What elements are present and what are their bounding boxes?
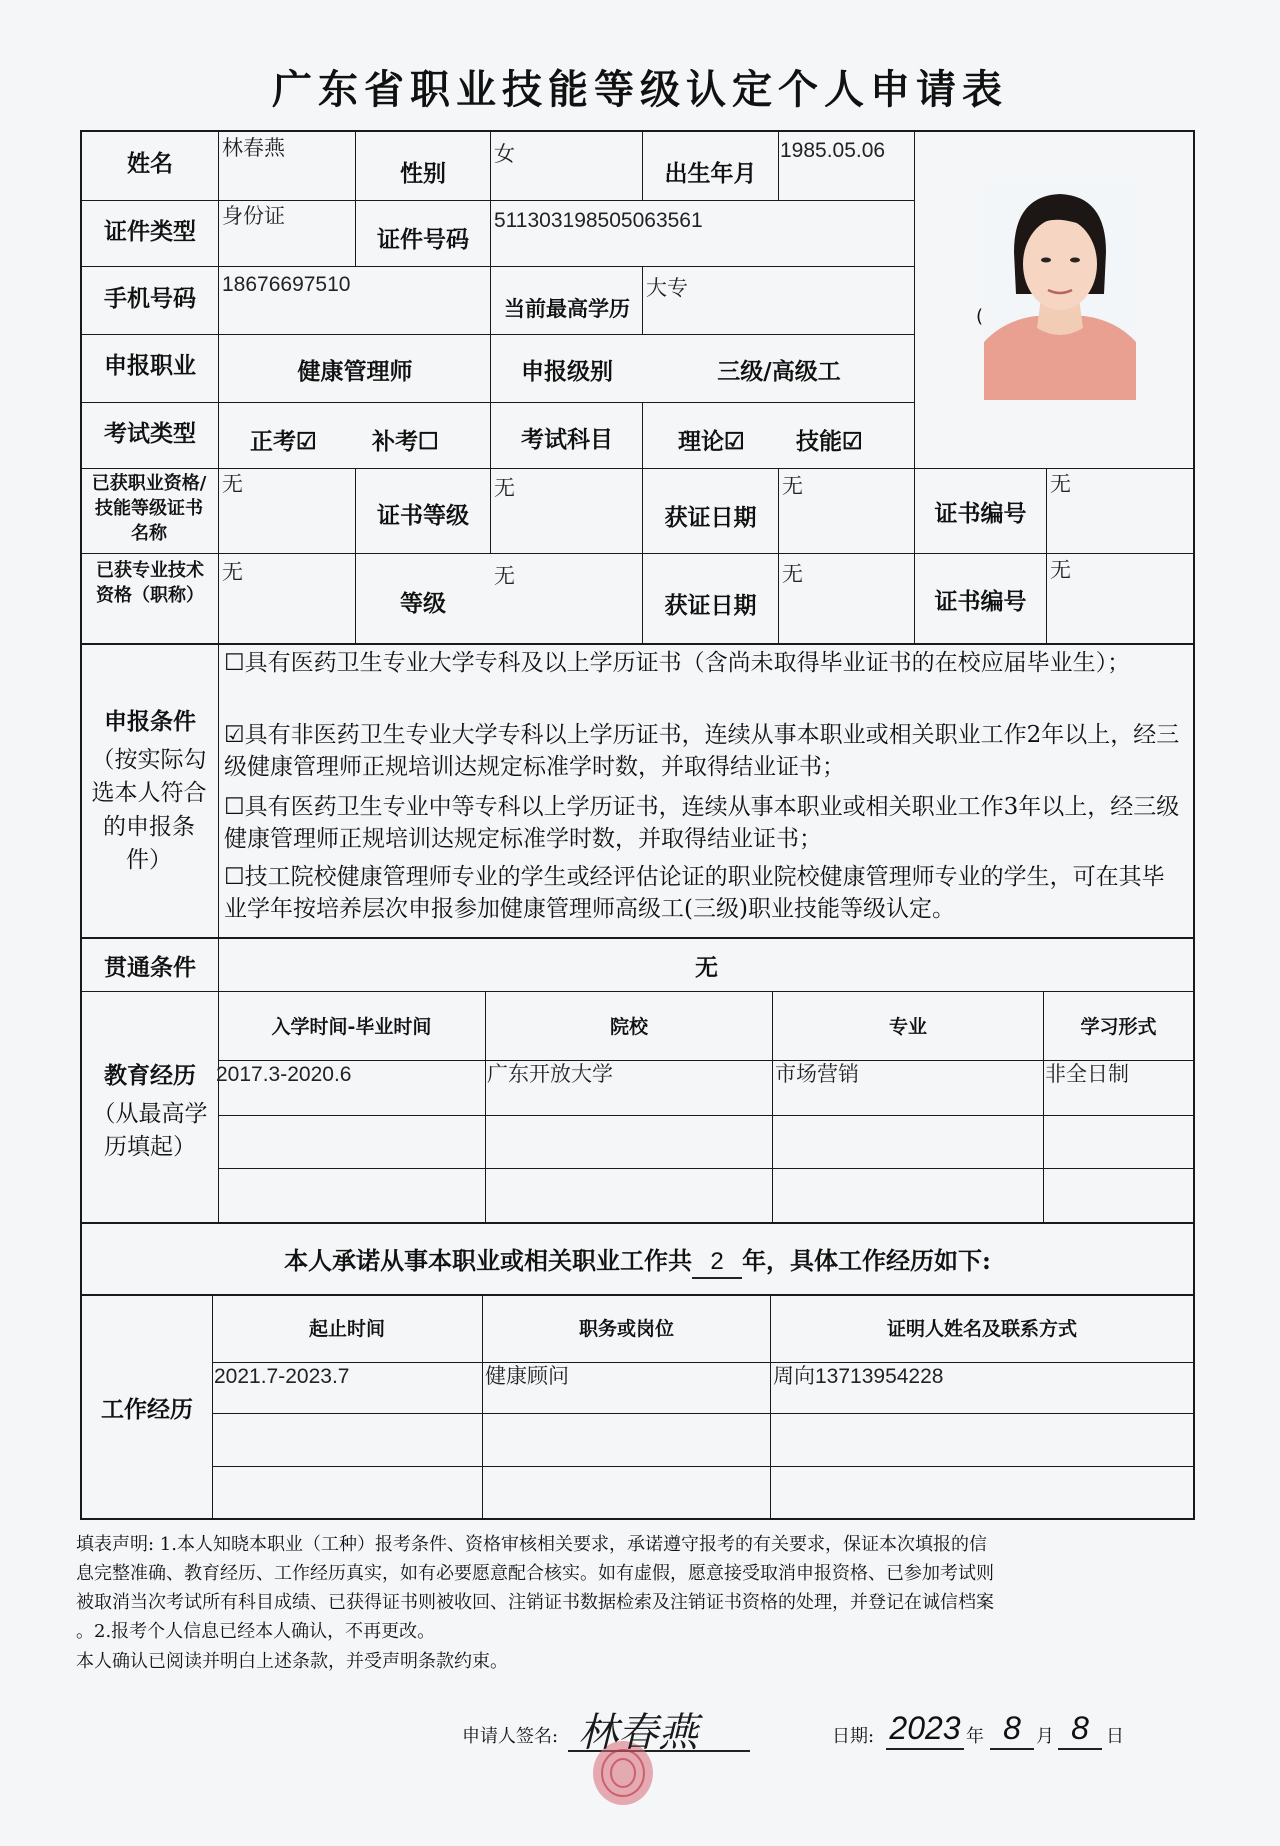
row-line: [80, 200, 914, 201]
row-line: [218, 1115, 1195, 1116]
conditions-hint: （按实际勾选本人符合的申报条件）: [91, 747, 207, 874]
title-cert-no-label: 证书编号: [934, 588, 1027, 615]
exam-subject-label: 考试科目: [521, 426, 613, 453]
day-label: 日: [1106, 1726, 1124, 1747]
edu-header-mode: 学习形式: [1080, 1016, 1157, 1038]
id-type-value: 身份证: [222, 205, 285, 228]
col-line: [1046, 468, 1047, 643]
declaration-line: 被取消当次考试所有科目成绩、已获得证书则被收回、注销证书数据检索及注销证书资格的处理，并登记在诚信档案: [76, 1592, 994, 1614]
cert-no-value: 无: [1050, 473, 1071, 496]
title-cert-value: 无: [222, 561, 243, 584]
condition-item-1[interactable]: ☐具有医药卫生专业大学专科及以上学历证书（含尚未取得毕业证书的在校应届毕业生）；: [224, 650, 1131, 676]
title-cert-no-value: 无: [1050, 559, 1071, 582]
edu-row-school: 广东开放大学: [487, 1063, 613, 1086]
row-line: [80, 468, 1195, 469]
title-cert-date-value: 无: [782, 563, 803, 586]
phone-value: 18676697510: [222, 273, 351, 296]
col-line: [642, 266, 643, 334]
title-cert-date-label: 获证日期: [664, 592, 757, 619]
through-value: 无: [695, 954, 718, 981]
work-row-position: 健康顾问: [485, 1365, 569, 1388]
cert-name-value: 无: [222, 473, 243, 496]
table-border-left: [80, 130, 82, 1520]
row-line: [218, 1168, 1195, 1169]
condition-item-2[interactable]: ☑具有非医药卫生专业大学专科以上学历证书，连续从事本职业或相关职业工作2年以上，经三级健康管理师正规培训达规定标准学时数，并取得结业证书；: [224, 722, 1180, 780]
declaration-line: 填表声明: 1.本人知晓本职业（工种）报考条件、资格审核相关要求，承诺遵守报考的有关要求，保证本次填报的信: [76, 1534, 987, 1555]
row-line: [80, 1518, 1195, 1520]
grade-label: 等级: [400, 590, 446, 617]
row-line: [80, 553, 1195, 554]
title-cert-label: 已获专业技术资格（职称）: [96, 560, 204, 607]
row-line: [80, 266, 914, 267]
row-line: [80, 643, 1195, 645]
declaration-line: 本人确认已阅读并明白上述条款，并受声明条款约束。: [76, 1650, 508, 1672]
condition-item-3[interactable]: ☐具有医药卫生专业中等专科以上学历证书，连续从事本职业或相关职业工作3年以上，经三级健康管理师正规培训达规定标准学时数，并取得结业证书；: [224, 794, 1180, 852]
col-line: [778, 130, 779, 200]
subject-theory-checkbox[interactable]: 理论☑: [678, 428, 745, 455]
col-line: [642, 402, 643, 468]
table-border-right: [1193, 130, 1195, 1520]
level-label: 申报级别: [521, 358, 613, 385]
edu-row-period: 2017.3-2020.6: [216, 1063, 352, 1086]
row-line: [212, 1362, 1195, 1363]
education-hint: （从最高学历填起）: [92, 1101, 208, 1161]
declaration-line: 息完整准确、教育经历、工作经历真实，如有必要愿意配合核实。如有虚假，愿意接受取消申报资格、已参加考试则: [76, 1563, 994, 1585]
gender-label: 性别: [400, 160, 446, 187]
row-line: [218, 1060, 1195, 1061]
cert-name-label: 已获职业资格/技能等级证书名称: [91, 473, 207, 545]
photo-bracket-mark: (: [976, 306, 984, 327]
work-statement-suffix: 年，具体工作经历如下:: [742, 1246, 991, 1275]
birth-label: 出生年月: [664, 160, 757, 187]
applicant-signature: 林春燕: [578, 1710, 698, 1756]
row-line: [80, 1294, 1195, 1296]
col-line: [490, 130, 491, 553]
col-line: [914, 468, 915, 643]
condition-item-4[interactable]: ☐技工院校健康管理师专业的学生或经评估论证的职业院校健康管理师专业的学生，可在其毕业学年按培养层次申报参加健康管理师高级工(三级)职业技能等级认定。: [224, 864, 1165, 922]
through-label: 贯通条件: [104, 954, 196, 981]
work-header-period: 起止时间: [308, 1318, 385, 1340]
phone-label: 手机号码: [104, 285, 196, 312]
date-month-value: 8: [990, 1708, 1034, 1750]
education-level-label: 当前最高学历: [504, 296, 630, 321]
exam-type-label: 考试类型: [104, 420, 196, 447]
row-line: [80, 402, 914, 403]
conditions-label: 申报条件: [104, 708, 196, 735]
edu-header-school: 院校: [609, 1016, 648, 1038]
row-line: [212, 1466, 1195, 1467]
row-line: [80, 1222, 1195, 1224]
work-header-reference: 证明人姓名及联系方式: [886, 1318, 1077, 1340]
work-row-period: 2021.7-2023.7: [214, 1365, 350, 1388]
date-label: 日期:: [832, 1726, 875, 1747]
col-line: [914, 130, 915, 468]
col-line: [218, 130, 219, 643]
date-year-value: 2023: [886, 1708, 964, 1750]
name-value: 林春燕: [222, 137, 285, 160]
cert-grade-value: 无: [494, 477, 515, 500]
row-line: [80, 334, 914, 335]
education-level-value: 大专: [646, 277, 688, 300]
exam-regular-checkbox[interactable]: 正考☑: [250, 428, 317, 455]
level-value: 三级/高级工: [717, 358, 841, 385]
cert-grade-label: 证书等级: [377, 502, 469, 529]
row-line: [80, 130, 1195, 132]
work-row-reference: 周向13713954228: [773, 1365, 944, 1388]
edu-row-major: 市场营销: [775, 1063, 859, 1086]
id-no-label: 证件号码: [377, 226, 469, 253]
signature-label: 申请人签名:: [462, 1726, 559, 1747]
edu-row-mode: 非全日制: [1045, 1063, 1129, 1086]
row-line: [80, 937, 1195, 939]
work-statement: [80, 1246, 1195, 1279]
work-years-value: 2: [692, 1247, 742, 1279]
gender-value: 女: [494, 143, 515, 166]
col-line: [778, 468, 779, 643]
work-statement-prefix: 本人承诺从事本职业或相关职业工作共: [284, 1246, 693, 1275]
applicant-photo: [984, 182, 1136, 400]
form-title: 广东省职业技能等级认定个人申请表: [272, 66, 1008, 113]
work-header-position: 职务或岗位: [578, 1318, 674, 1340]
occupation-value: 健康管理师: [297, 358, 413, 385]
birth-value: 1985.05.06: [780, 139, 886, 162]
year-label: 年: [966, 1726, 984, 1747]
col-line: [218, 643, 219, 1222]
month-label: 月: [1036, 1726, 1054, 1747]
cert-date-label: 获证日期: [664, 504, 757, 531]
row-line: [212, 1413, 1195, 1414]
id-type-label: 证件类型: [104, 218, 196, 245]
id-no-value: 511303198505063561: [494, 209, 703, 232]
edu-header-major: 专业: [888, 1016, 927, 1038]
occupation-label: 申报职业: [104, 352, 196, 379]
exam-makeup-checkbox[interactable]: 补考☐: [372, 428, 439, 455]
cert-date-value: 无: [782, 475, 803, 498]
work-label: 工作经历: [101, 1396, 193, 1423]
declaration-line: 。2.报考个人信息已经本人确认，不再更改。: [76, 1621, 436, 1643]
edu-header-period: 入学时间-毕业时间: [271, 1016, 432, 1038]
grade-value: 无: [494, 565, 515, 588]
declaration: [76, 1530, 1216, 1676]
name-label: 姓名: [127, 150, 173, 177]
education-label: 教育经历: [104, 1062, 196, 1089]
row-line: [80, 991, 1195, 992]
cert-no-label: 证书编号: [934, 500, 1027, 527]
subject-skill-checkbox[interactable]: 技能☑: [796, 428, 863, 455]
date-day-value: 8: [1058, 1708, 1102, 1750]
